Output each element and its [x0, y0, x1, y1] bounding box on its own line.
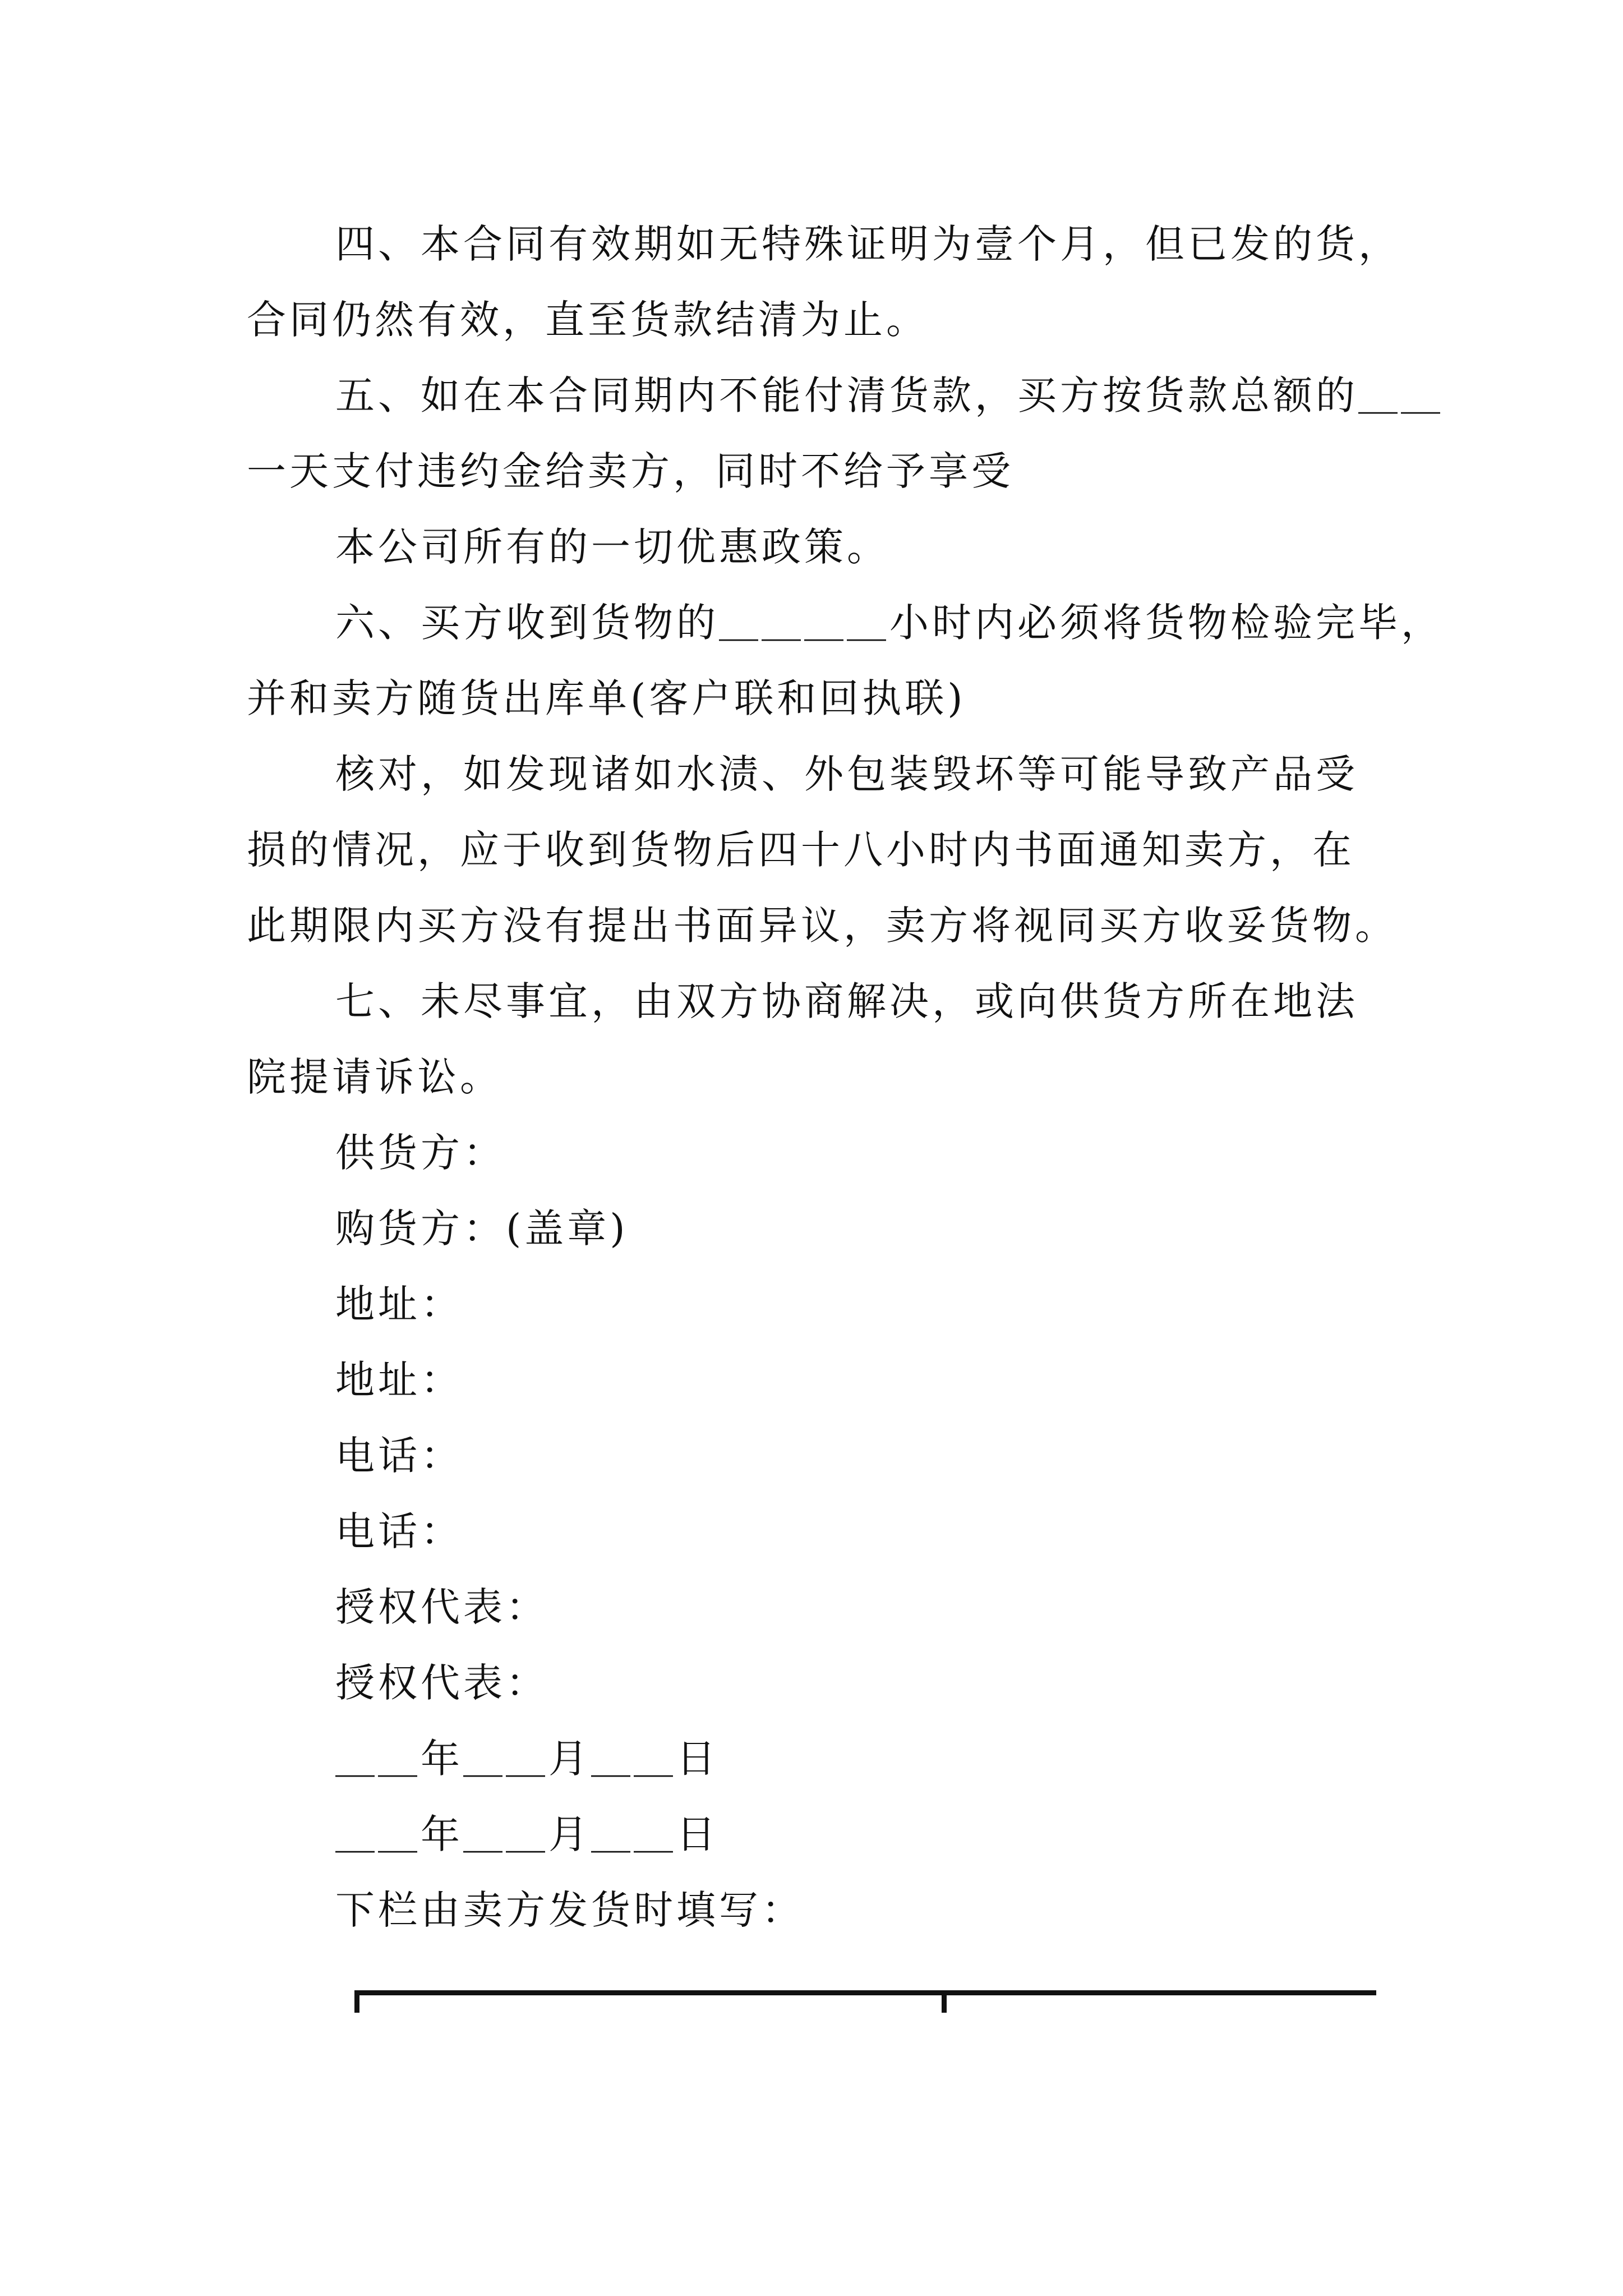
clause-6-line-2: 并和卖方随货出库单(客户联和回执联)	[247, 675, 966, 721]
representative-label-2: 授权代表：	[335, 1660, 548, 1706]
date-line-1: ＿＿年＿＿月＿＿日	[335, 1736, 719, 1782]
phone-label-1: 电话：	[335, 1433, 463, 1479]
phone-label-2: 电话：	[335, 1508, 463, 1554]
clause-5-line-3: 本公司所有的一切优惠政策。	[335, 524, 889, 570]
clause-4-line-2: 合同仍然有效，直至货款结清为止。	[247, 297, 929, 343]
seller-fill-note: 下栏由卖方发货时填写：	[335, 1887, 804, 1933]
clause-6-line-5: 此期限内买方没有提出书面异议，卖方将视同买方收妥货物。	[247, 903, 1398, 949]
buyer-label: 购货方：(盖章)	[335, 1205, 629, 1251]
representative-label-1: 授权代表：	[335, 1584, 548, 1630]
clause-6-line-1: 六、买方收到货物的＿＿＿＿小时内必须将货物检验完毕，	[335, 600, 1444, 646]
clause-4-line-1: 四、本合同有效期如无特殊证明为壹个月，但已发的货，	[335, 221, 1401, 267]
clause-6-line-4: 损的情况，应于收到货物后四十八小时内书面通知卖方，在	[247, 827, 1355, 873]
date-line-2: ＿＿年＿＿月＿＿日	[335, 1811, 719, 1857]
clause-7-line-1: 七、未尽事宜，由双方协商解决，或向供货方所在地法	[335, 978, 1358, 1024]
address-label-2: 地址：	[335, 1357, 463, 1403]
clause-7-line-2: 院提请诉讼。	[247, 1054, 502, 1100]
table-left-corner	[354, 1990, 359, 2013]
address-label-1: 地址：	[335, 1281, 463, 1327]
clause-5-line-1: 五、如在本合同期内不能付清货款，买方按货款总额的＿＿	[335, 372, 1444, 418]
clause-5-line-2: 一天支付违约金给卖方，同时不给予享受	[247, 448, 1014, 494]
clause-6-line-3: 核对，如发现诸如水渍、外包装毁坏等可能导致产品受	[335, 751, 1358, 797]
supplier-label: 供货方：	[335, 1130, 506, 1176]
table-top-border	[354, 1990, 1376, 1995]
table-column-divider	[942, 1990, 947, 2013]
